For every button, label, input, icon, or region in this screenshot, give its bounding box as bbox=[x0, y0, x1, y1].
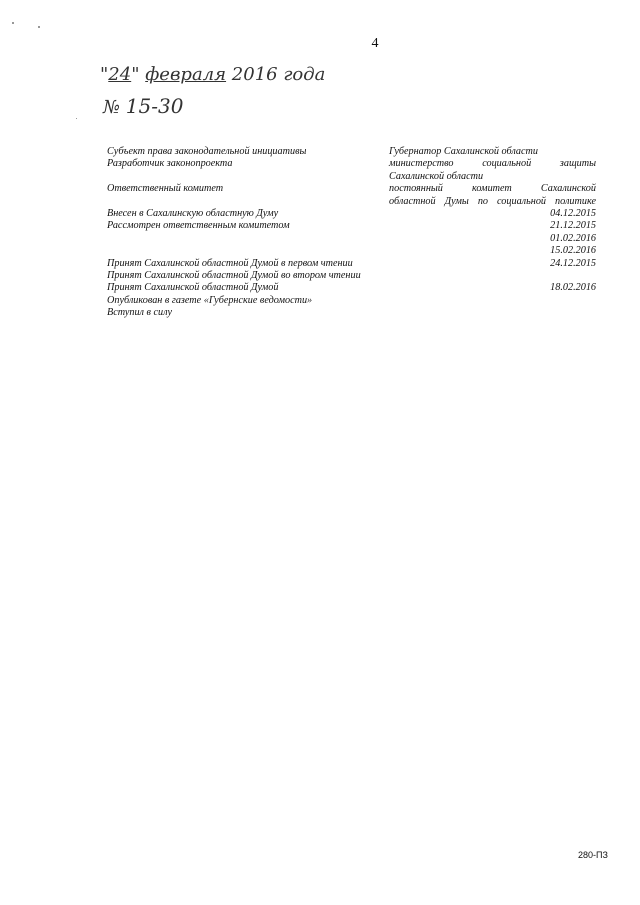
row-label: Рассмотрен ответственным комитетом bbox=[107, 220, 290, 232]
row-label: Принят Сахалинской областной Думой bbox=[107, 282, 279, 294]
row-value-multiline bbox=[389, 158, 596, 183]
review-date: 21.12.2015 bbox=[550, 220, 596, 232]
row-value-line: постоянный комитет Сахалинской bbox=[389, 183, 596, 195]
handwritten-signature-date bbox=[100, 64, 325, 85]
reg-number-value: 15-30 bbox=[125, 94, 184, 118]
row-label: Разработчик законопроекта bbox=[107, 158, 233, 170]
row-second-reading bbox=[107, 270, 596, 282]
row-initiative-subject bbox=[107, 146, 596, 158]
row-label: Внесен в Сахалинскую областную Думу bbox=[107, 208, 279, 220]
scan-speck bbox=[38, 26, 40, 28]
row-label: Вступил в силу bbox=[107, 307, 172, 319]
row-first-reading bbox=[107, 258, 596, 270]
scan-speck bbox=[76, 118, 77, 119]
date-year: 2016 года bbox=[231, 64, 326, 85]
row-label: Субъект права законодательной инициативы bbox=[107, 146, 307, 157]
row-value-multiline bbox=[389, 183, 596, 208]
row-published bbox=[107, 295, 596, 307]
row-value bbox=[389, 295, 596, 307]
row-committee-review bbox=[107, 220, 596, 257]
handwritten-registration-number bbox=[103, 94, 183, 118]
row-adopted bbox=[107, 282, 596, 294]
scan-speck bbox=[12, 22, 14, 24]
document-code: 280-ПЗ bbox=[578, 850, 608, 860]
row-label: Опубликован в газете «Губернские ведомости» bbox=[107, 294, 313, 306]
date-close-quote: " bbox=[131, 64, 140, 85]
row-value: 18.02.2016 bbox=[550, 282, 596, 294]
date-month: февраля bbox=[145, 64, 227, 85]
row-label: Принят Сахалинской областной Думой во втором чтении bbox=[107, 270, 361, 282]
review-date: 01.02.2016 bbox=[550, 232, 596, 244]
row-value: 04.12.2015 bbox=[550, 208, 596, 220]
row-developer bbox=[107, 158, 596, 183]
legislative-passport-table bbox=[107, 146, 596, 320]
row-value bbox=[389, 270, 596, 282]
row-value-multiline bbox=[389, 220, 596, 257]
row-value: 24.12.2015 bbox=[550, 257, 596, 269]
row-entered-into-force bbox=[107, 307, 596, 319]
row-responsible-committee bbox=[107, 183, 596, 208]
reg-number-prefix: № bbox=[103, 97, 121, 118]
row-value-line: областной Думы по социальной политике bbox=[389, 195, 596, 207]
row-value bbox=[389, 307, 596, 319]
row-value-line: министерство социальной защиты bbox=[389, 158, 596, 170]
row-submitted bbox=[107, 208, 596, 220]
date-day: 24 bbox=[108, 64, 132, 85]
page-number: 4 bbox=[371, 36, 379, 51]
date-open-quote: " bbox=[100, 64, 109, 85]
review-date: 15.02.2016 bbox=[550, 245, 596, 257]
row-label: Ответственный комитет bbox=[107, 183, 224, 195]
row-value-line: Сахалинской области bbox=[389, 170, 484, 182]
row-label: Принят Сахалинской областной Думой в первом чтении bbox=[107, 257, 353, 269]
row-value: Губернатор Сахалинской области bbox=[389, 146, 538, 157]
